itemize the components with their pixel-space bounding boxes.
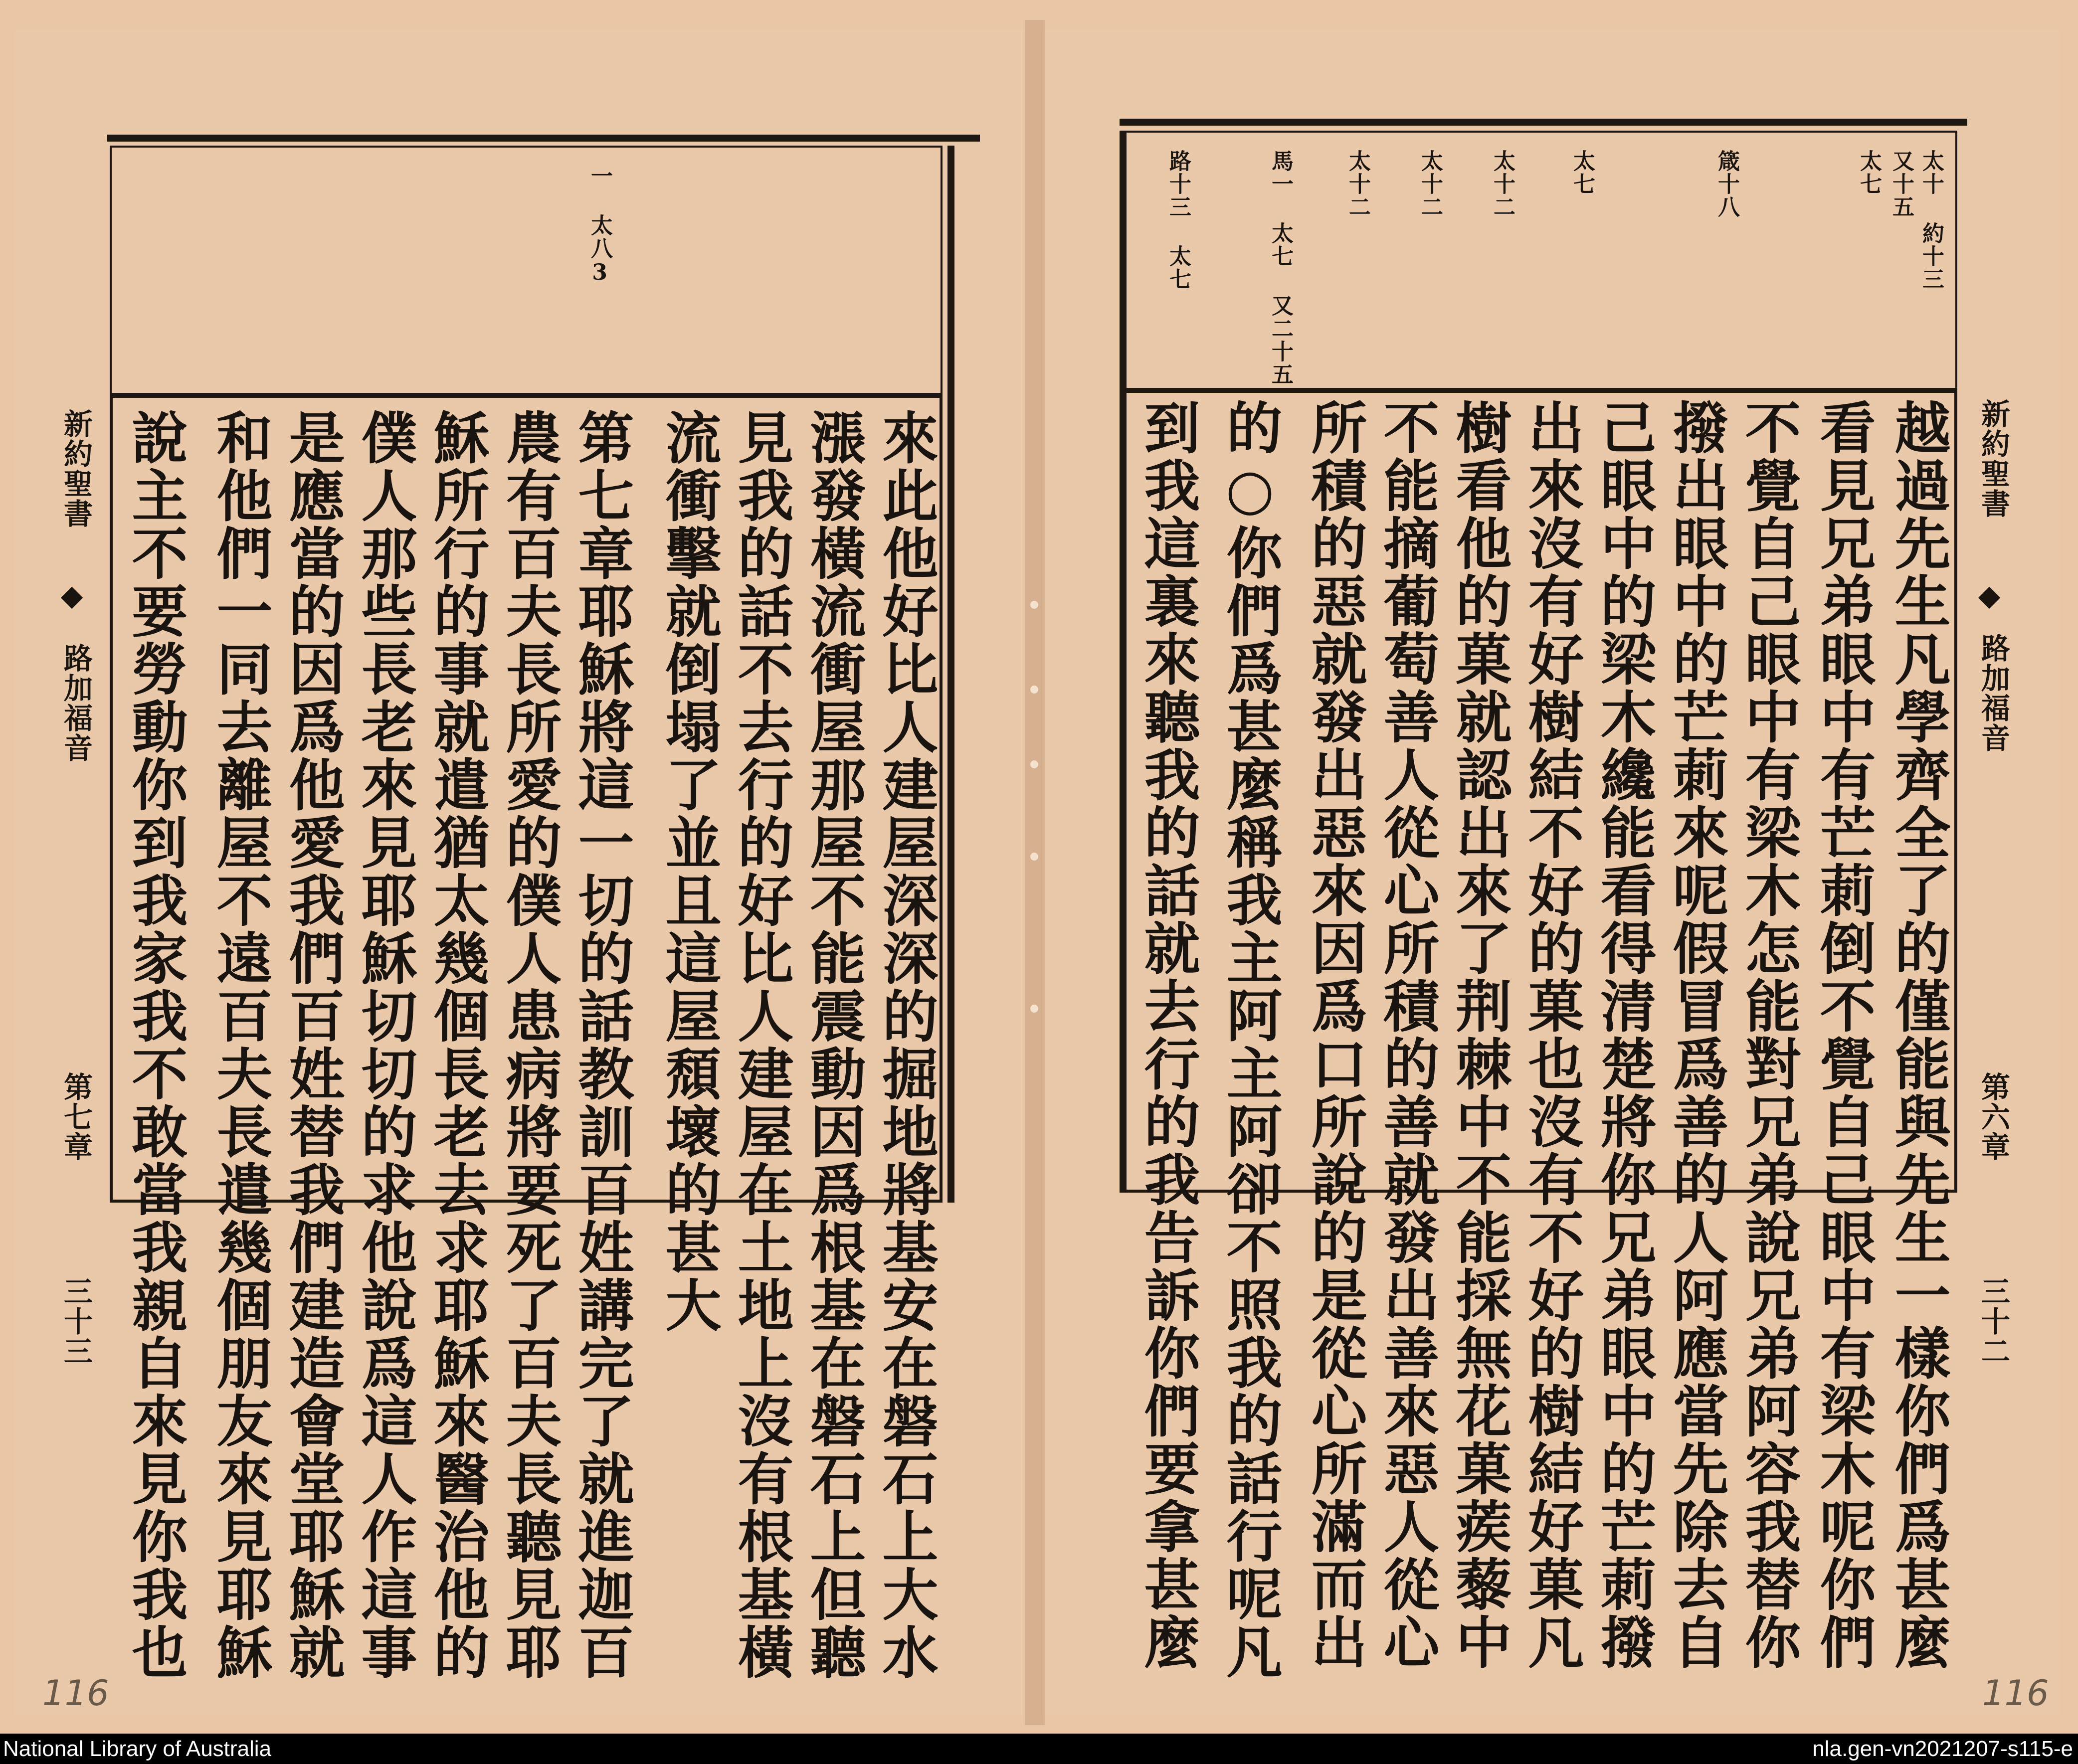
footer-identifier: nla.gen-vn2021207-s115-e bbox=[1812, 1737, 2073, 1761]
text-column: 和他們一同去離屋不遠百夫長遣幾個朋友來見耶穌 bbox=[207, 409, 273, 1681]
text-column: 己眼中的梁木纔能看得清楚將你兄弟眼中的芒莿撥 bbox=[1591, 399, 1657, 1671]
running-title: 新約聖書 bbox=[1976, 399, 2010, 519]
text-column: 樹看他的菓就認出來了荆棘中不能採無花菓蒺藜中 bbox=[1447, 399, 1512, 1671]
notes-box bbox=[1120, 131, 1957, 390]
book-title: 路加福音 bbox=[1976, 633, 2010, 753]
text-column: 看見兄弟眼中有芒莿倒不覺自己眼中有梁木呢你們 bbox=[1811, 399, 1876, 1671]
binding-hole bbox=[1030, 601, 1038, 609]
text-column: 農有百夫長所愛的僕人患病將要死了百夫長聽見耶 bbox=[497, 409, 562, 1681]
notes-box bbox=[110, 146, 943, 395]
page-number: 三十三 bbox=[59, 1276, 93, 1366]
handwritten-page-number: 116 bbox=[42, 1673, 109, 1714]
text-column: 穌所行的事就遣猶太幾個長老去求耶穌來醫治他的 bbox=[424, 409, 490, 1681]
page-number: 三十二 bbox=[1976, 1276, 2010, 1366]
margin-note: 太七 bbox=[1569, 150, 1595, 195]
binding-hole bbox=[1030, 686, 1038, 694]
chapter-label: 第七章 bbox=[59, 1072, 93, 1162]
margin-note: 太七 bbox=[1856, 150, 1882, 195]
handwritten-page-number: 116 bbox=[1982, 1673, 2049, 1714]
text-column: 不能摘葡萄善人從心所積的善就發出善來惡人從心 bbox=[1374, 399, 1440, 1671]
text-column: 的○你們爲甚麼稱我主阿主阿卻不照我的話行呢凡 bbox=[1217, 399, 1283, 1681]
text-column: 是應當的因爲他愛我們百姓替我們建造會堂耶穌就 bbox=[280, 409, 345, 1681]
text-column: 越過先生凡學齊全了的僅能與先生一樣你們爲甚麼 bbox=[1886, 399, 1951, 1671]
binding-hole bbox=[1030, 853, 1038, 861]
margin-note: 馬一 太七 又二十五 bbox=[1268, 150, 1293, 386]
margin-note: 太十二 bbox=[1417, 150, 1443, 218]
text-column: 撥出眼中的芒莿來呢假冒爲善的人阿應當先除去自 bbox=[1664, 399, 1729, 1671]
book-title: 路加福音 bbox=[59, 643, 93, 763]
chapter-label: 第六章 bbox=[1976, 1072, 2010, 1162]
top-rule bbox=[107, 135, 980, 142]
margin-note: 太十 約十三 bbox=[1918, 150, 1944, 291]
margin-note: 路十三 太七 bbox=[1165, 150, 1191, 291]
margin-note: 箴十八 bbox=[1714, 150, 1739, 218]
fish-tail-mark: ◆ bbox=[55, 578, 89, 613]
top-rule bbox=[1120, 119, 1967, 126]
text-column: 不覺自己眼中有梁木怎能對兄弟說兄弟阿容我替你 bbox=[1736, 399, 1801, 1671]
binding-hole bbox=[1030, 760, 1038, 768]
margin-note: 太十二 bbox=[1490, 150, 1515, 218]
margin-note: 太十二 bbox=[1345, 150, 1370, 218]
outer-rule bbox=[947, 146, 954, 1203]
text-column: 僕人那些長老來見耶穌切切的求他說爲這人作這事 bbox=[352, 409, 417, 1681]
margin-note: 一 太八3 bbox=[587, 165, 612, 286]
footer-bar bbox=[0, 1734, 2078, 1764]
book-gutter bbox=[1025, 20, 1045, 1725]
running-title: 新約聖書 bbox=[59, 409, 93, 529]
text-column: 出來沒有好樹結不好的菓也沒有不好的樹結好菓凡 bbox=[1519, 399, 1584, 1671]
text-column: 說主不要勞動你到我家我不敢當我親自來見你我也 bbox=[123, 409, 188, 1681]
text-column: 漲發橫流衝屋那屋不能震動因爲根基在磐石上但聽 bbox=[801, 409, 866, 1681]
fish-tail-mark: ◆ bbox=[1972, 578, 2006, 613]
margin-note: 又十五 bbox=[1889, 150, 1914, 218]
text-column: 來此他好比人建屋深深的掘地將基安在磐石上大水 bbox=[873, 409, 939, 1681]
text-column: 流衝擊就倒塌了並且這屋頹壞的甚大 bbox=[656, 409, 722, 1334]
binding-hole bbox=[1030, 1005, 1038, 1013]
text-column: 見我的話不去行的好比人建屋在土地上沒有根基橫 bbox=[729, 409, 794, 1681]
text-column: 到我這裏來聽我的話就去行的我告訴你們要拿甚麼 bbox=[1135, 399, 1200, 1671]
footer-institution: National Library of Australia bbox=[3, 1737, 272, 1761]
chapter-start-column: 第七章耶穌將這一切的話教訓百姓講完了就進迦百 bbox=[569, 409, 634, 1681]
text-column: 所積的惡就發出惡來因爲口所說的是從心所滿而出 bbox=[1302, 399, 1367, 1671]
